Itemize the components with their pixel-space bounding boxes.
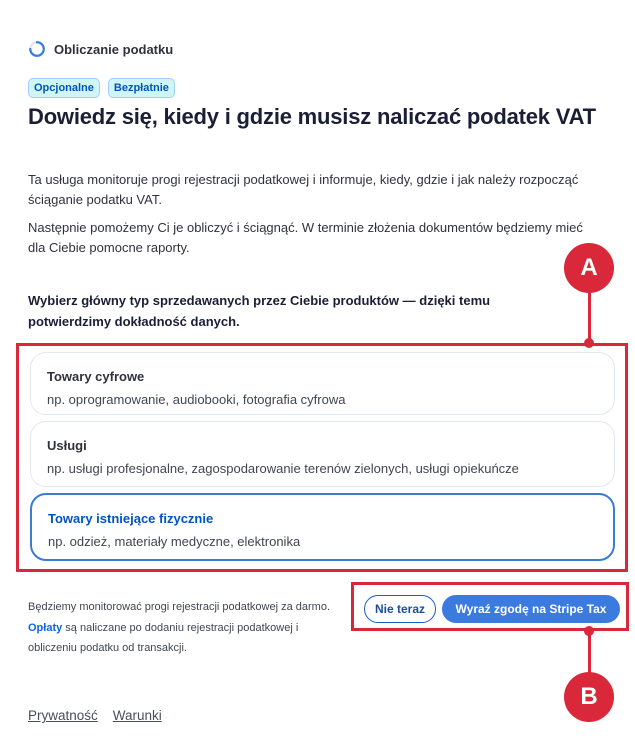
option-services[interactable] (30, 421, 615, 487)
annotation-marker-a: A (564, 243, 614, 293)
footer-info-text (28, 597, 348, 659)
description-paragraph-2: Następnie pomożemy Ci je obliczyć i ściągnąć. W terminie złożenia dokumentów będziemy mieć dla Ciebie pomocne raporty. (28, 220, 583, 255)
not-now-button[interactable]: Nie teraz (364, 595, 436, 623)
consent-stripe-tax-button[interactable]: Wyraź zgodę na Stripe Tax (442, 595, 620, 623)
annotation-marker-b: B (564, 672, 614, 722)
footer-text-part1: Będziemy monitorować progi rejestracji podatkowej za darmo. (28, 601, 331, 613)
option-description: np. oprogramowanie, audiobooki, fotografia cyfrowa (47, 392, 346, 407)
option-title: Towary istniejące fizycznie (48, 511, 214, 526)
optional-badge: Opcjonalne (28, 78, 100, 98)
option-digital-goods[interactable] (30, 352, 615, 415)
option-description: np. usługi profesjonalne, zagospodarowanie terenów zielonych, usługi opiekuńcze (47, 461, 519, 476)
page-title: Dowiedz się, kiedy i gdzie musisz naliczać podatek VAT (28, 104, 596, 129)
header-title: Obliczanie podatku (54, 41, 174, 57)
loading-spinner-icon (28, 40, 46, 58)
description-paragraph-1: Ta usługa monitoruje progi rejestracji podatkowej i informuje, kiedy, gdzie i jak należy rozpocząć ściąganie podatku VAT. (28, 172, 579, 207)
option-title: Usługi (47, 438, 87, 453)
annotation-connector-a (588, 293, 591, 343)
product-type-question: Wybierz główny typ sprzedawanych przez Ciebie produktów — dzięki temu potwierdzimy dokładność danych. (28, 293, 491, 329)
options-annotation-frame (16, 343, 628, 572)
badge-row (28, 78, 175, 98)
option-description: np. odzież, materiały medyczne, elektronika (48, 534, 301, 549)
terms-link[interactable]: Warunki (112, 708, 162, 723)
buttons-annotation-frame (351, 582, 629, 631)
free-badge: Bezpłatnie (108, 78, 175, 98)
annotation-connector-b (588, 631, 591, 673)
annotation-dot-a (584, 338, 594, 348)
footer-text-part2: są naliczane po dodaniu rejestracji podatkowej i obliczeniu podatku od transakcji. (28, 621, 299, 654)
legal-links (28, 708, 162, 723)
option-physical-goods[interactable] (30, 493, 615, 561)
header (28, 40, 173, 58)
annotation-dot-b (584, 626, 594, 636)
option-title: Towary cyfrowe (47, 369, 145, 384)
privacy-link[interactable]: Prywatność (28, 708, 98, 723)
fees-link[interactable]: Opłaty (28, 621, 63, 634)
